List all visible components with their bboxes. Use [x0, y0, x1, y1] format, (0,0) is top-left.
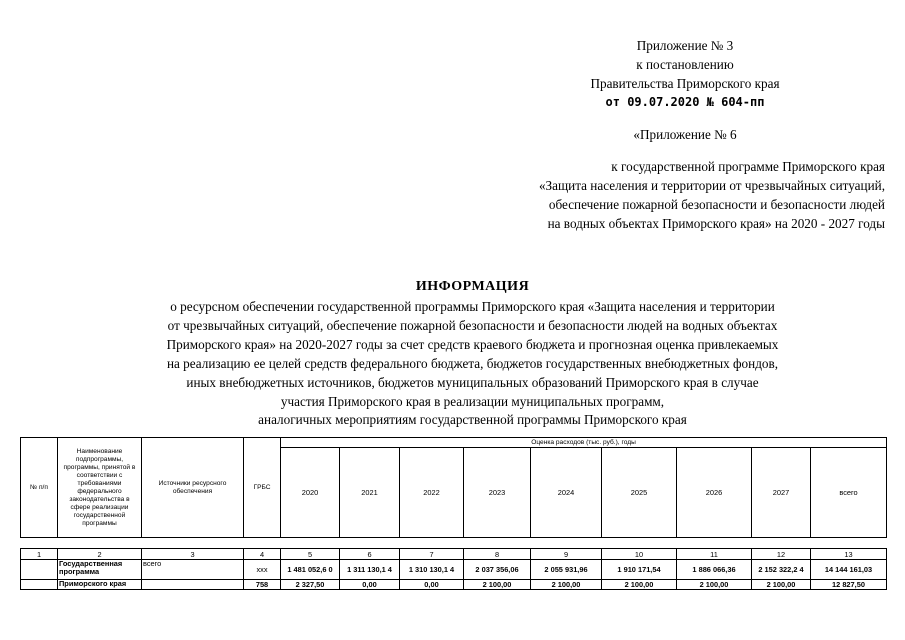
row-value-2027: 2 152 322,2 4 — [752, 560, 811, 580]
row-number — [21, 560, 58, 580]
column-number: 13 — [811, 549, 887, 560]
row-value-2021: 1 311 130,1 4 — [340, 560, 400, 580]
column-number: 6 — [340, 549, 400, 560]
intro-line: участия Приморского края в реализации муниципальных программ, — [280, 394, 665, 409]
row-value-2022: 0,00 — [400, 580, 464, 590]
row-value-2024: 2 100,00 — [531, 580, 602, 590]
intro-line: аналогичных мероприятиям государственной программы Приморского края — [258, 412, 687, 427]
program-ref-line: обеспечение пожарной безопасности и безопасности людей — [548, 197, 885, 212]
program-ref-line: «Защита населения и территории от чрезвычайных ситуаций, — [538, 178, 885, 193]
appendix-government: Правительства Приморского края — [590, 76, 780, 91]
column-number: 2 — [58, 549, 142, 560]
col-header-year: 2021 — [340, 448, 400, 538]
col-header-year: 2020 — [281, 448, 340, 538]
column-number: 12 — [752, 549, 811, 560]
col-header-source: Источники ресурсного обеспечения — [142, 438, 244, 538]
col-header-total: всего — [811, 448, 887, 538]
row-program-name: Государственная программа — [58, 560, 142, 580]
col-header-year: 2024 — [531, 448, 602, 538]
table-row — [21, 580, 887, 590]
col-header-year: 2022 — [400, 448, 464, 538]
program-ref-line: на водных объектах Приморского края» на 2020 - 2027 годы — [547, 216, 885, 231]
row-value-total: 12 827,50 — [811, 580, 887, 590]
intro-line: о ресурсном обеспечении государственной программы Приморского края «Защита населения и территории — [170, 299, 775, 314]
row-value-total: 14 144 161,03 — [811, 560, 887, 580]
row-program-name: Приморского края — [58, 580, 142, 590]
row-value-2023: 2 037 356,06 — [464, 560, 531, 580]
appendix-inner-number: «Приложение № 6 — [633, 127, 737, 142]
column-number: 4 — [244, 549, 281, 560]
row-value-2027: 2 100,00 — [752, 580, 811, 590]
row-value-2020: 1 481 052,6 0 — [281, 560, 340, 580]
col-header-year: 2027 — [752, 448, 811, 538]
appendix-date: от 09.07.2020 № 604-пп — [605, 95, 765, 109]
row-value-2022: 1 310 130,1 4 — [400, 560, 464, 580]
row-value-2025: 2 100,00 — [602, 580, 677, 590]
intro-line: Приморского края» на 2020-2027 годы за счет средств краевого бюджета и прогнозная оценка привлекаемых — [166, 337, 779, 352]
row-grbs: ххх — [244, 560, 281, 580]
column-number: 10 — [602, 549, 677, 560]
row-value-2023: 2 100,00 — [464, 580, 531, 590]
document-title: ИНФОРМАЦИЯ — [415, 279, 530, 294]
intro-line: на реализацию ее целей средств федерального бюджета, бюджетов государственных внебюджетных фондов, — [166, 356, 779, 371]
row-value-2021: 0,00 — [340, 580, 400, 590]
column-number: 11 — [677, 549, 752, 560]
row-number — [21, 580, 58, 590]
appendix-resolution: к постановлению — [636, 57, 734, 72]
row-source — [142, 580, 244, 590]
intro-line: от чрезвычайных ситуаций, обеспечение пожарной безопасности и безопасности людей на водных объектах — [167, 318, 778, 333]
table-row — [21, 560, 887, 580]
col-header-year: 2023 — [464, 448, 531, 538]
intro-line: иных внебюджетных источников, бюджетов муниципальных образований Приморского края в случае — [186, 375, 759, 390]
program-ref-line: к государственной программе Приморского края — [611, 159, 885, 174]
col-header-year: 2025 — [602, 448, 677, 538]
col-header-estimate: Оценка расходов (тыс. руб.), годы — [281, 438, 887, 448]
row-value-2025: 1 910 171,54 — [602, 560, 677, 580]
row-value-2026: 2 100,00 — [677, 580, 752, 590]
col-header-num: № п/п — [21, 438, 58, 538]
col-header-year: 2026 — [677, 448, 752, 538]
expense-table-body — [20, 548, 887, 590]
expense-table-header — [20, 437, 887, 538]
row-value-2020: 2 327,50 — [281, 580, 340, 590]
col-header-grbs: ГРБС — [244, 438, 281, 538]
appendix-number: Приложение № 3 — [636, 38, 734, 53]
column-number: 8 — [464, 549, 531, 560]
column-number: 1 — [21, 549, 58, 560]
column-number: 5 — [281, 549, 340, 560]
col-header-name: Наименование подпрограммы, программы, принятой в соответствии с требованиями федерального законодательства в сфере реализации государственной программы — [58, 438, 142, 538]
row-grbs: 758 — [244, 580, 281, 590]
row-source: всего — [142, 560, 244, 580]
column-number: 9 — [531, 549, 602, 560]
row-value-2026: 1 886 066,36 — [677, 560, 752, 580]
column-number: 3 — [142, 549, 244, 560]
column-number: 7 — [400, 549, 464, 560]
row-value-2024: 2 055 931,96 — [531, 560, 602, 580]
